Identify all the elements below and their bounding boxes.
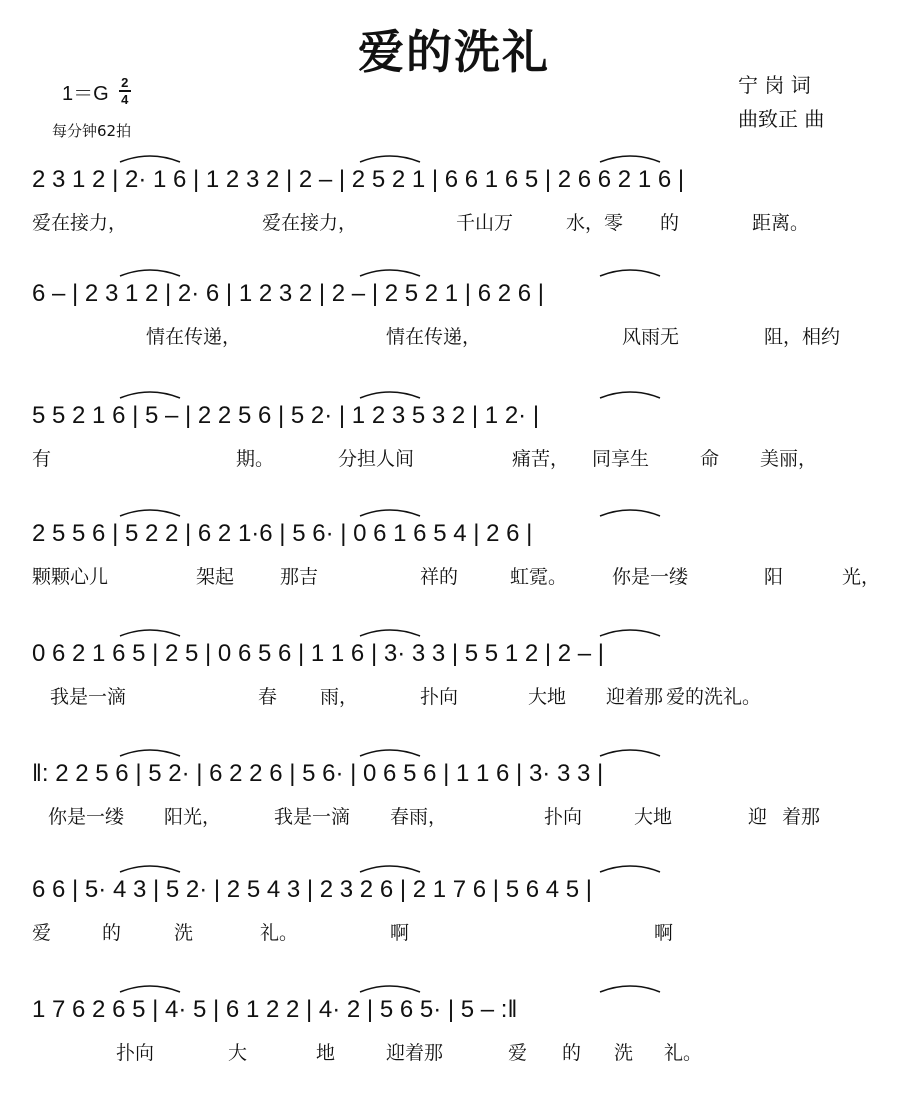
lyric-word: 的	[660, 212, 680, 234]
lyric-line	[0, 322, 908, 352]
tempo-marking: 每分钟62拍	[52, 122, 132, 140]
lyric-line	[0, 208, 908, 238]
lyric-word: 阻，相约	[764, 326, 841, 348]
notation-line	[0, 514, 908, 554]
lyric-word: 春	[258, 686, 278, 708]
lyric-word: 地	[316, 1042, 336, 1064]
lyric-line	[0, 918, 908, 948]
lyric-word: 光，	[842, 566, 881, 588]
lyric-word: 颗颗心儿	[32, 566, 109, 588]
notation-text: 2 5 5 6 | 5 2 2 | 6 2 1·6 | 5 6· | 0 6 1 6 5 4 | 2 6 |	[32, 520, 533, 547]
lyricist-credit: 宁 岗 词	[738, 73, 811, 97]
lyric-word: 阳	[764, 566, 784, 588]
lyric-word: 有	[32, 448, 52, 470]
lyric-word: 礼。	[260, 922, 299, 944]
notation-text: ‖: 2 2 5 6 | 5 2· | 6 2 2 6 | 5 6· | 0 6 5 6 | 1 1 6 | 3· 3 3 |	[32, 760, 604, 787]
lyric-word: 架起	[196, 566, 235, 588]
lyric-line	[0, 1038, 908, 1068]
lyric-word: 距离。	[752, 212, 810, 234]
lyric-line	[0, 444, 908, 474]
notation-text: 0 6 2 1 6 5 | 2 5 | 0 6 5 6 | 1 1 6 | 3· 3 3 | 5 5 1 2 | 2 – |	[32, 640, 605, 667]
lyric-word: 的	[562, 1042, 582, 1064]
credits	[738, 68, 824, 136]
song-title: 爱的洗礼	[358, 25, 550, 79]
lyric-word: 风雨无	[622, 326, 680, 348]
key-label: 1＝G	[62, 82, 109, 105]
lyric-word: 水，零	[566, 212, 624, 234]
lyric-word: 扑向	[116, 1042, 155, 1064]
time-signature	[119, 76, 131, 106]
lyric-word: 我是一滴	[50, 686, 127, 708]
lyric-word: 大地	[634, 806, 673, 828]
notation-text: 1 7 6 2 6 5 | 4· 5 | 6 1 2 2 | 4· 2 | 5 6 5· | 5 – :‖	[32, 996, 518, 1023]
lyric-word: 那吉	[280, 566, 319, 588]
lyric-word: 着那	[782, 806, 821, 828]
lyric-word: 我是一滴	[274, 806, 351, 828]
notation-line	[0, 160, 908, 200]
lyric-word: 分担人间	[338, 448, 415, 470]
notation-text: 6 6 | 5· 4 3 | 5 2· | 2 5 4 3 | 2 3 2 6 | 2 1 7 6 | 5 6 4 5 |	[32, 876, 592, 903]
lyric-word: 扑向	[420, 686, 459, 708]
lyric-word: 爱的洗礼。	[666, 686, 762, 708]
notation-text: 2 3 1 2 | 2· 1 6 | 1 2 3 2 | 2 – | 2 5 2 1 | 6 6 1 6 5 | 2 6 6 2 1 6 |	[32, 166, 685, 193]
lyric-word: 大地	[528, 686, 567, 708]
notation-line	[0, 274, 908, 314]
lyric-word: 命	[700, 448, 720, 470]
lyric-word: 爱在接力，	[32, 212, 128, 234]
lyric-line	[0, 682, 908, 712]
lyric-word: 洗	[614, 1042, 634, 1064]
notation-line	[0, 754, 908, 794]
time-signature-top: 2	[121, 75, 129, 90]
lyric-word: 礼。	[664, 1042, 703, 1064]
lyric-word: 迎	[748, 806, 768, 828]
lyric-word: 迎着那	[386, 1042, 444, 1064]
lyric-word: 同享生	[592, 448, 650, 470]
lyric-word: 祥的	[420, 566, 459, 588]
lyric-word: 的	[102, 922, 122, 944]
notation-line	[0, 396, 908, 436]
lyric-word: 爱	[508, 1042, 528, 1064]
lyric-word: 情在传递，	[386, 326, 482, 348]
lyric-word: 虹霓。	[510, 566, 568, 588]
notation-text: 6 – | 2 3 1 2 | 2· 6 | 1 2 3 2 | 2 – | 2 5 2 1 | 6 2 6 |	[32, 280, 544, 307]
lyric-word: 春雨，	[390, 806, 448, 828]
lyric-word: 美丽，	[760, 448, 818, 470]
lyric-word: 千山万	[456, 212, 514, 234]
lyric-word: 雨，	[320, 686, 359, 708]
lyric-word: 阳光，	[164, 806, 222, 828]
lyric-word: 你是一缕	[48, 806, 125, 828]
lyric-word: 扑向	[544, 806, 583, 828]
time-signature-bottom: 4	[121, 92, 129, 107]
lyric-word: 大	[228, 1042, 248, 1064]
composer-credit: 曲致正 曲	[738, 107, 825, 131]
lyric-line	[0, 802, 908, 832]
lyric-word: 期。	[236, 448, 275, 470]
lyric-word: 爱	[32, 922, 52, 944]
notation-line	[0, 870, 908, 910]
lyric-word: 啊	[654, 922, 674, 944]
lyric-word: 啊	[390, 922, 410, 944]
lyric-word: 迎着那	[606, 686, 664, 708]
lyric-word: 你是一缕	[612, 566, 689, 588]
notation-line	[0, 634, 908, 674]
lyric-word: 情在传递，	[146, 326, 242, 348]
notation-text: 5 5 2 1 6 | 5 – | 2 2 5 6 | 5 2· | 1 2 3 5 3 2 | 1 2· |	[32, 402, 540, 429]
lyric-line	[0, 562, 908, 592]
notation-line	[0, 990, 908, 1030]
lyric-word: 洗	[174, 922, 194, 944]
key-signature	[62, 76, 131, 106]
lyric-word: 痛苦，	[512, 448, 570, 470]
lyric-word: 爱在接力，	[262, 212, 358, 234]
